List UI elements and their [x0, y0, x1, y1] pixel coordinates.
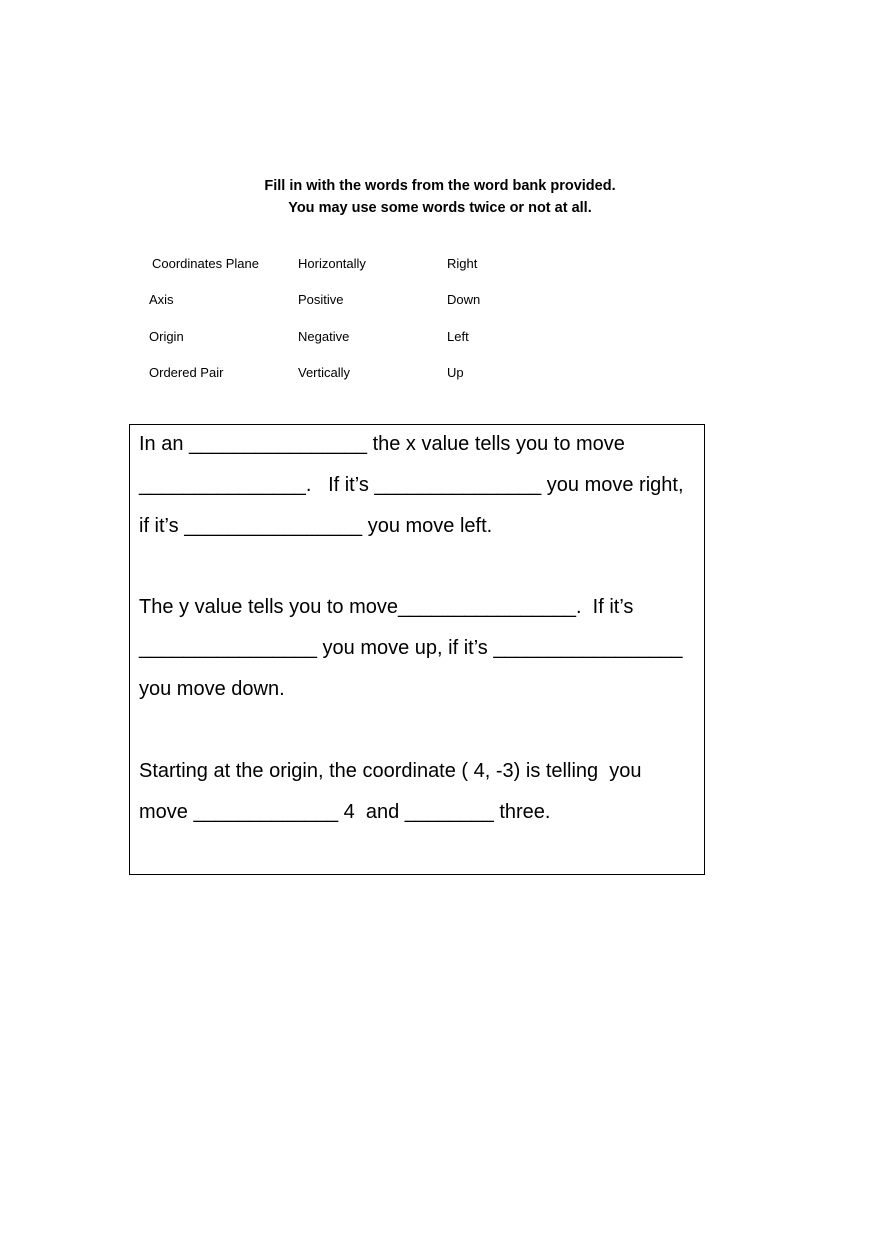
fill-in-passage-box [129, 424, 705, 875]
instructions-line-2: You may use some words twice or not at all. [288, 200, 592, 216]
word-bank-item: Down [447, 292, 481, 307]
passage-line: In an ________________ the x value tells you to move [139, 433, 625, 455]
passage-line: ________________ you move up, if it’s _________________ [139, 637, 683, 659]
word-bank-item: Axis [149, 292, 174, 307]
passage-line: _______________. If it’s _______________ you move right, [139, 474, 684, 496]
word-bank-item: Negative [298, 329, 350, 344]
passage-line: you move down. [139, 678, 285, 700]
word-bank-item: Up [447, 365, 464, 380]
word-bank-item: Origin [149, 329, 184, 344]
word-bank-item: Horizontally [298, 256, 366, 271]
word-bank-item: Vertically [298, 365, 351, 380]
passage-line: The y value tells you to move________________. If it’s [139, 596, 634, 618]
word-bank-item: Left [447, 329, 469, 344]
word-bank-item: Positive [298, 292, 344, 307]
instructions [0, 175, 880, 219]
word-bank-item: Ordered Pair [149, 365, 224, 380]
passage-line: Starting at the origin, the coordinate ( 4, -3) is telling you [139, 760, 642, 782]
instructions-line-1: Fill in with the words from the word bank provided. [264, 178, 616, 194]
passage-line: if it’s ________________ you move left. [139, 515, 493, 537]
passage-line: move _____________ 4 and ________ three. [139, 801, 551, 823]
word-bank-item: Right [447, 256, 478, 271]
word-bank-item: Coordinates Plane [152, 256, 259, 271]
